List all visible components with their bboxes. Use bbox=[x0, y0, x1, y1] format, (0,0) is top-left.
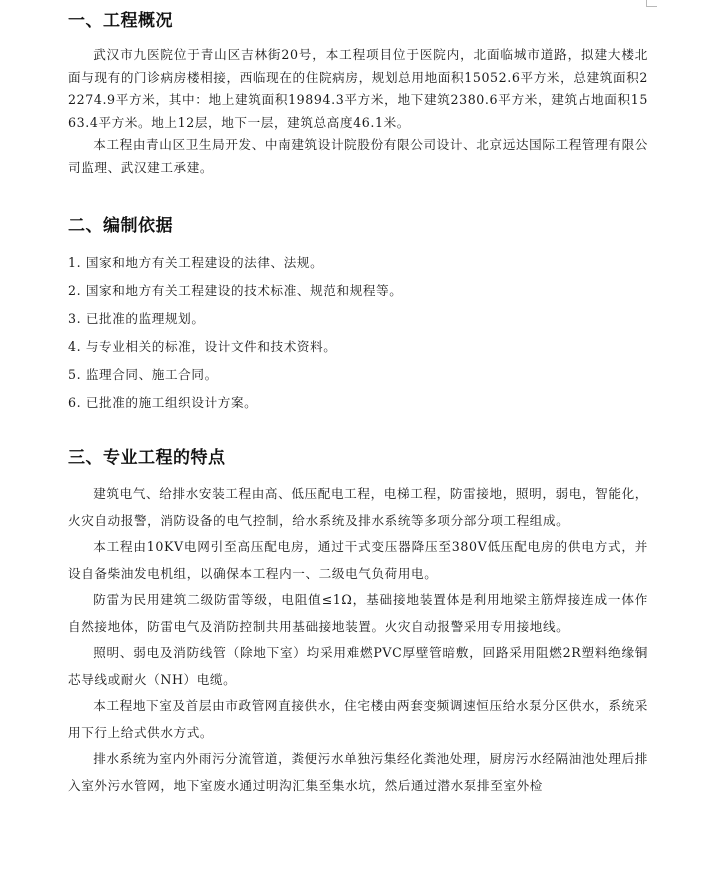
paragraph: 照明、弱电及消防线管（除地下室）均采用难燃PVC厚壁管暗敷，回路采用阻燃2R塑料绝缘铜芯导线或耐火（NH）电缆。 bbox=[68, 645, 648, 687]
list-item: 6. 已批准的施工组织设计方案。 bbox=[68, 395, 258, 410]
paragraph: 本工程地下室及首层由市政管网直接供水，住宅楼由两套变频调速恒压给水泵分区供水，系统采用下行上给式供水方式。 bbox=[68, 698, 648, 740]
paragraph: 排水系统为室内外雨污分流管道，粪便污水单独污集经化粪池处理，厨房污水经隔油池处理后排入室外污水管网，地下室废水通过明沟汇集至集水坑，然后通过潜水泵排至室外检 bbox=[68, 751, 648, 793]
list-item: 2. 国家和地方有关工程建设的技术标准、规范和规程等。 bbox=[68, 283, 403, 298]
section-features bbox=[68, 445, 648, 799]
section-basis bbox=[68, 213, 648, 417]
page-corner-marker bbox=[646, 0, 657, 7]
section-project-overview bbox=[68, 8, 648, 179]
document-body bbox=[68, 8, 648, 799]
list-item: 5. 监理合同、施工合同。 bbox=[68, 367, 218, 382]
list-item: 4. 与专业相关的标准，设计文件和技术资料。 bbox=[68, 339, 337, 354]
section-heading: 一、工程概况 bbox=[68, 11, 173, 31]
paragraph: 本工程由10KV电网引至高压配电房，通过干式变压器降压至380V低压配电房的供电方式，并设自备柴油发电机组，以确保本工程内一、二级电气负荷用电。 bbox=[68, 539, 648, 581]
section-heading: 三、专业工程的特点 bbox=[68, 448, 226, 468]
basis-list bbox=[68, 249, 648, 417]
list-item: 1. 国家和地方有关工程建设的法律、法规。 bbox=[68, 255, 324, 270]
paragraph: 本工程由青山区卫生局开发、中南建筑设计院股份有限公司设计、北京远达国际工程管理有限公司监理、武汉建工承建。 bbox=[68, 137, 648, 175]
section-heading: 二、编制依据 bbox=[68, 216, 173, 236]
list-item: 3. 已批准的监理规划。 bbox=[68, 311, 205, 326]
paragraph: 武汉市九医院位于青山区吉林街20号，本工程项目位于医院内，北面临城市道路，拟建大楼北面与现有的门诊病房楼相接，西临现在的住院病房，规划总用地面积15052.6平方米，总建筑面积22274.9平方米，其中：地上建筑面积19894.3平方米，地下建筑2380.6平方米，建筑占地面积1563.4平方米。地上12层，地下一层，建筑总高度46.1米。 bbox=[68, 47, 648, 130]
paragraph: 防雷为民用建筑二级防雷等级，电阻值≤1Ω，基础接地装置体是利用地梁主筋焊接连成一体作自然接地体，防雷电气及消防控制共用基础接地装置。火灾自动报警采用专用接地线。 bbox=[68, 592, 648, 634]
paragraph: 建筑电气、给排水安装工程由高、低压配电工程，电梯工程，防雷接地，照明，弱电，智能化，火灾自动报警，消防设备的电气控制，给水系统及排水系统等多项分部分项工程组成。 bbox=[68, 486, 648, 528]
